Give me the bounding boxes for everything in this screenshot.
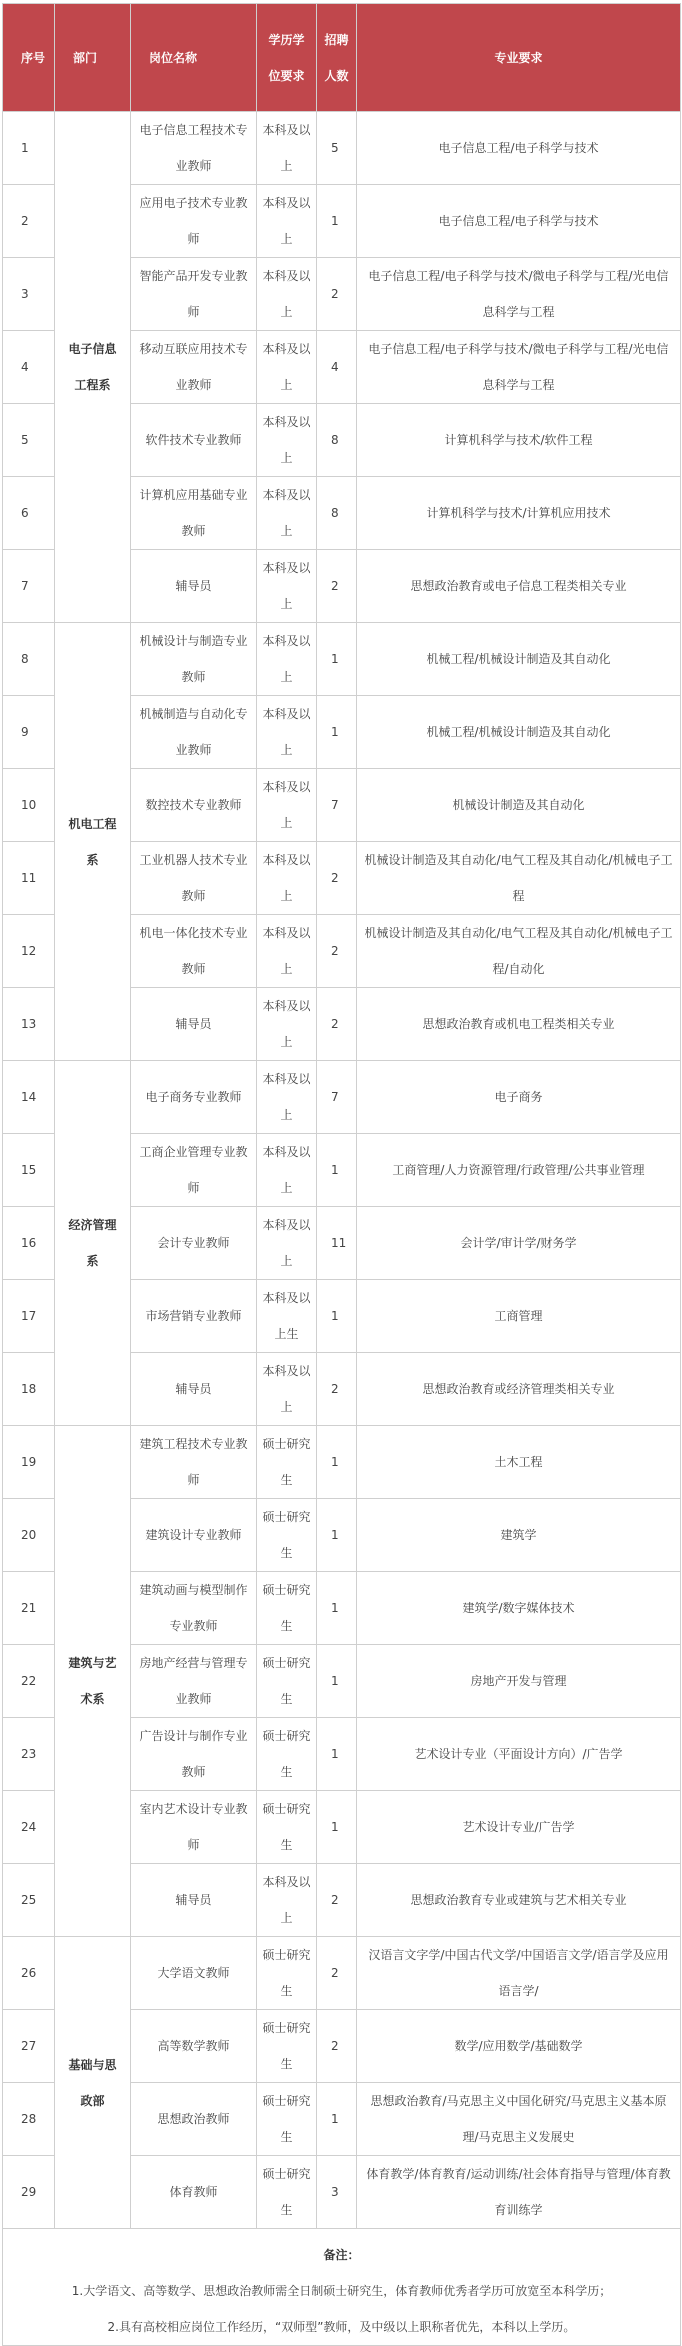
position-name: 辅导员 — [131, 1864, 257, 1937]
major-requirement: 工商管理 — [357, 1280, 681, 1353]
education-requirement: 硕士研究生 — [257, 2010, 317, 2083]
row-number: 12 — [3, 915, 55, 988]
major-requirement: 汉语言文字学/中国古代文学/中国语言文学/语言学及应用语言学/ — [357, 1937, 681, 2010]
education-requirement: 本科及以上生 — [257, 1280, 317, 1353]
major-requirement: 工商管理/人力资源管理/行政管理/公共事业管理 — [357, 1134, 681, 1207]
major-requirement: 建筑学 — [357, 1499, 681, 1572]
hiring-count: 1 — [317, 623, 357, 696]
row-number: 16 — [3, 1207, 55, 1280]
hiring-count: 1 — [317, 1572, 357, 1645]
position-name: 建筑设计专业教师 — [131, 1499, 257, 1572]
row-number: 10 — [3, 769, 55, 842]
major-requirement: 电子信息工程/电子科学与技术/微电子科学与工程/光电信息科学与工程 — [357, 331, 681, 404]
hiring-count: 1 — [317, 1134, 357, 1207]
department-name: 电子信息工程系 — [68, 342, 117, 392]
hiring-count: 3 — [317, 2156, 357, 2229]
hiring-count: 2 — [317, 915, 357, 988]
hiring-count: 2 — [317, 550, 357, 623]
hiring-count: 1 — [317, 1499, 357, 1572]
hiring-count: 1 — [317, 1791, 357, 1864]
major-requirement: 艺术设计专业/广告学 — [357, 1791, 681, 1864]
header-major: 专业要求 — [357, 4, 681, 112]
education-requirement: 本科及以上 — [257, 988, 317, 1061]
position-name: 辅导员 — [131, 988, 257, 1061]
notes-cell — [3, 2229, 681, 2346]
education-requirement: 本科及以上 — [257, 1353, 317, 1426]
row-number: 11 — [3, 842, 55, 915]
major-requirement: 思想政治教育专业或建筑与艺术相关专业 — [357, 1864, 681, 1937]
position-name: 工商企业管理专业教师 — [131, 1134, 257, 1207]
hiring-count: 1 — [317, 1718, 357, 1791]
row-number: 24 — [3, 1791, 55, 1864]
hiring-count: 1 — [317, 1426, 357, 1499]
major-requirement: 思想政治教育或电子信息工程类相关专业 — [357, 550, 681, 623]
position-name: 大学语文教师 — [131, 1937, 257, 2010]
major-requirement: 思想政治教育或机电工程类相关专业 — [357, 988, 681, 1061]
education-requirement: 硕士研究生 — [257, 1645, 317, 1718]
education-requirement: 本科及以上 — [257, 1061, 317, 1134]
row-number: 23 — [3, 1718, 55, 1791]
position-name: 应用电子技术专业教师 — [131, 185, 257, 258]
table-row — [3, 1426, 681, 1499]
position-name: 数控技术专业教师 — [131, 769, 257, 842]
position-name: 建筑动画与模型制作专业教师 — [131, 1572, 257, 1645]
position-name: 高等数学教师 — [131, 2010, 257, 2083]
position-name: 思想政治教师 — [131, 2083, 257, 2156]
hiring-count: 4 — [317, 331, 357, 404]
table-row — [3, 623, 681, 696]
row-number: 20 — [3, 1499, 55, 1572]
education-requirement: 硕士研究生 — [257, 1572, 317, 1645]
major-requirement: 数学/应用数学/基础数学 — [357, 2010, 681, 2083]
header-edu: 学历学位要求 — [257, 4, 317, 112]
position-name: 建筑工程技术专业教师 — [131, 1426, 257, 1499]
notes-line-2: 2.具有高校相应岗位工作经历，“双师型”教师，及中级以上职称者优先，本科以上学历。 — [107, 2320, 576, 2334]
notes-row — [3, 2229, 681, 2346]
position-name: 辅导员 — [131, 550, 257, 623]
education-requirement: 硕士研究生 — [257, 1499, 317, 1572]
major-requirement: 机械工程/机械设计制造及其自动化 — [357, 696, 681, 769]
recruitment-table — [2, 3, 681, 2346]
row-number: 21 — [3, 1572, 55, 1645]
department-cell — [55, 1061, 131, 1426]
row-number: 3 — [3, 258, 55, 331]
major-requirement: 机械设计制造及其自动化/电气工程及其自动化/机械电子工程 — [357, 842, 681, 915]
position-name: 电子信息工程技术专业教师 — [131, 112, 257, 185]
major-requirement: 土木工程 — [357, 1426, 681, 1499]
department-name: 基础与思政部 — [68, 2057, 117, 2108]
table-body — [3, 112, 681, 2229]
row-number: 6 — [3, 477, 55, 550]
position-name: 体育教师 — [131, 2156, 257, 2229]
position-name: 工业机器人技术专业教师 — [131, 842, 257, 915]
education-requirement: 本科及以上 — [257, 404, 317, 477]
department-name: 建筑与艺术系 — [68, 1656, 117, 1706]
education-requirement: 本科及以上 — [257, 550, 317, 623]
department-name: 经济管理系 — [68, 1218, 117, 1268]
row-number: 2 — [3, 185, 55, 258]
table-header-row — [3, 4, 681, 112]
hiring-count: 2 — [317, 1937, 357, 2010]
hiring-count: 1 — [317, 2083, 357, 2156]
position-name: 辅导员 — [131, 1353, 257, 1426]
row-number: 28 — [3, 2083, 55, 2156]
position-name: 会计专业教师 — [131, 1207, 257, 1280]
hiring-count: 8 — [317, 477, 357, 550]
education-requirement: 本科及以上 — [257, 1207, 317, 1280]
hiring-count: 1 — [317, 185, 357, 258]
hiring-count: 7 — [317, 1061, 357, 1134]
education-requirement: 硕士研究生 — [257, 1937, 317, 2010]
major-requirement: 计算机科学与技术/计算机应用技术 — [357, 477, 681, 550]
hiring-count: 2 — [317, 1353, 357, 1426]
position-name: 移动互联应用技术专业教师 — [131, 331, 257, 404]
row-number: 22 — [3, 1645, 55, 1718]
major-requirement: 电子信息工程/电子科学与技术 — [357, 185, 681, 258]
hiring-count: 11 — [317, 1207, 357, 1280]
position-name: 室内艺术设计专业教师 — [131, 1791, 257, 1864]
education-requirement: 本科及以上 — [257, 1864, 317, 1937]
major-requirement: 思想政治教育/马克思主义中国化研究/马克思主义基本原理/马克思主义发展史 — [357, 2083, 681, 2156]
department-cell — [55, 623, 131, 1061]
row-number: 4 — [3, 331, 55, 404]
education-requirement: 本科及以上 — [257, 842, 317, 915]
row-number: 1 — [3, 112, 55, 185]
table-row — [3, 1937, 681, 2010]
education-requirement: 硕士研究生 — [257, 2156, 317, 2229]
department-cell — [55, 1426, 131, 1937]
education-requirement: 本科及以上 — [257, 769, 317, 842]
hiring-count: 1 — [317, 1645, 357, 1718]
major-requirement: 艺术设计专业（平面设计方向）/广告学 — [357, 1718, 681, 1791]
position-name: 广告设计与制作专业教师 — [131, 1718, 257, 1791]
hiring-count: 2 — [317, 1864, 357, 1937]
education-requirement: 硕士研究生 — [257, 2083, 317, 2156]
major-requirement: 体育教学/体育教育/运动训练/社会体育指导与管理/体育教育训练学 — [357, 2156, 681, 2229]
major-requirement: 计算机科学与技术/软件工程 — [357, 404, 681, 477]
notes-line-1: 1.大学语文、高等数学、思想政治教师需全日制硕士研究生，体育教师优秀者学历可放宽至本科学历； — [71, 2284, 612, 2298]
hiring-count: 1 — [317, 1280, 357, 1353]
hiring-count: 2 — [317, 2010, 357, 2083]
row-number: 29 — [3, 2156, 55, 2229]
position-name: 软件技术专业教师 — [131, 404, 257, 477]
row-number: 17 — [3, 1280, 55, 1353]
major-requirement: 建筑学/数字媒体技术 — [357, 1572, 681, 1645]
row-number: 25 — [3, 1864, 55, 1937]
row-number: 7 — [3, 550, 55, 623]
recruitment-table-container — [2, 3, 680, 2346]
education-requirement: 本科及以上 — [257, 258, 317, 331]
major-requirement: 电子商务 — [357, 1061, 681, 1134]
major-requirement: 电子信息工程/电子科学与技术 — [357, 112, 681, 185]
position-name: 电子商务专业教师 — [131, 1061, 257, 1134]
hiring-count: 2 — [317, 988, 357, 1061]
hiring-count: 1 — [317, 696, 357, 769]
position-name: 机械制造与自动化专业教师 — [131, 696, 257, 769]
hiring-count: 2 — [317, 842, 357, 915]
hiring-count: 7 — [317, 769, 357, 842]
education-requirement: 本科及以上 — [257, 915, 317, 988]
department-name: 机电工程系 — [68, 816, 117, 867]
major-requirement: 机械设计制造及其自动化 — [357, 769, 681, 842]
position-name: 智能产品开发专业教师 — [131, 258, 257, 331]
notes-title: 备注： — [323, 2248, 360, 2262]
row-number: 27 — [3, 2010, 55, 2083]
education-requirement: 硕士研究生 — [257, 1426, 317, 1499]
position-name: 机电一体化技术专业教师 — [131, 915, 257, 988]
position-name: 房地产经营与管理专业教师 — [131, 1645, 257, 1718]
position-name: 市场营销专业教师 — [131, 1280, 257, 1353]
major-requirement: 会计学/审计学/财务学 — [357, 1207, 681, 1280]
table-row — [3, 1061, 681, 1134]
row-number: 14 — [3, 1061, 55, 1134]
major-requirement: 电子信息工程/电子科学与技术/微电子科学与工程/光电信息科学与工程 — [357, 258, 681, 331]
hiring-count: 5 — [317, 112, 357, 185]
row-number: 8 — [3, 623, 55, 696]
row-number: 13 — [3, 988, 55, 1061]
header-count: 招聘人数 — [317, 4, 357, 112]
header-no: 序号 — [3, 4, 55, 112]
education-requirement: 硕士研究生 — [257, 1791, 317, 1864]
header-dept: 部门 — [55, 4, 131, 112]
education-requirement: 本科及以上 — [257, 477, 317, 550]
position-name: 机械设计与制造专业教师 — [131, 623, 257, 696]
major-requirement: 房地产开发与管理 — [357, 1645, 681, 1718]
department-cell — [55, 1937, 131, 2229]
department-cell — [55, 112, 131, 623]
header-position: 岗位名称 — [131, 4, 257, 112]
education-requirement: 本科及以上 — [257, 1134, 317, 1207]
row-number: 15 — [3, 1134, 55, 1207]
education-requirement: 本科及以上 — [257, 112, 317, 185]
table-row — [3, 112, 681, 185]
major-requirement: 机械设计制造及其自动化/电气工程及其自动化/机械电子工程/自动化 — [357, 915, 681, 988]
row-number: 18 — [3, 1353, 55, 1426]
major-requirement: 机械工程/机械设计制造及其自动化 — [357, 623, 681, 696]
row-number: 19 — [3, 1426, 55, 1499]
education-requirement: 本科及以上 — [257, 623, 317, 696]
major-requirement: 思想政治教育或经济管理类相关专业 — [357, 1353, 681, 1426]
education-requirement: 硕士研究生 — [257, 1718, 317, 1791]
position-name: 计算机应用基础专业教师 — [131, 477, 257, 550]
education-requirement: 本科及以上 — [257, 331, 317, 404]
row-number: 26 — [3, 1937, 55, 2010]
row-number: 5 — [3, 404, 55, 477]
hiring-count: 2 — [317, 258, 357, 331]
education-requirement: 本科及以上 — [257, 185, 317, 258]
row-number: 9 — [3, 696, 55, 769]
education-requirement: 本科及以上 — [257, 696, 317, 769]
hiring-count: 8 — [317, 404, 357, 477]
